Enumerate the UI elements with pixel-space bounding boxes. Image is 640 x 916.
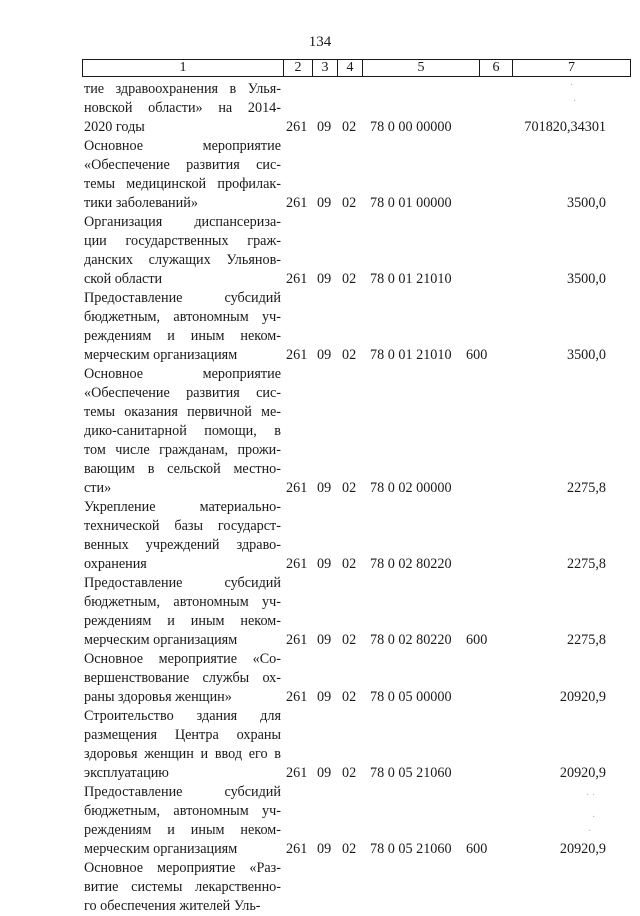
description-line: охранения: [84, 556, 147, 572]
target-article-cell: 78 0 00 00000: [370, 119, 452, 135]
budget-code-cell: 261: [286, 480, 308, 496]
budget-code-cell: 261: [286, 119, 308, 135]
description-line: том числе гражданам, прожи-: [84, 442, 281, 458]
description-line: размещения Центра охраны: [84, 727, 281, 743]
column-header-1: 1: [83, 60, 284, 77]
budget-code-cell: 261: [286, 765, 308, 781]
subsection-cell: 02: [342, 271, 357, 287]
table-row: [0, 574, 640, 650]
description-line: эксплуатацию: [84, 765, 169, 781]
subsection-cell: 02: [342, 689, 357, 705]
description-line: реждениям и иным неком-: [84, 328, 281, 344]
amount-cell: 2275,8: [566, 480, 606, 496]
section-cell: 09: [317, 765, 332, 781]
scan-speck: ·: [570, 80, 574, 91]
amount-cell: 3500,0: [566, 195, 606, 211]
section-cell: 09: [317, 841, 332, 857]
description-line: данских служащих Ульянов-: [84, 252, 281, 268]
budget-code-cell: 261: [286, 195, 308, 211]
expense-type-cell: 600: [466, 347, 488, 363]
section-cell: 09: [317, 119, 332, 135]
description-line: мерческим организациям: [84, 632, 238, 648]
amount-cell: 3500,0: [566, 347, 606, 363]
amount-cell: 20920,9: [559, 841, 606, 857]
section-cell: 09: [317, 632, 332, 648]
description-line: раны здоровья женщин»: [84, 689, 232, 705]
description-line: вершенствование службы ох-: [84, 670, 281, 686]
subsection-cell: 02: [342, 841, 357, 857]
row-description: [84, 80, 281, 137]
column-header-5: 5: [363, 60, 480, 77]
column-header-3: 3: [313, 60, 338, 77]
description-line: бюджетным, автономным уч-: [84, 309, 281, 325]
description-line: «Обеспечение развития сис-: [84, 385, 281, 401]
target-article-cell: 78 0 01 21010: [370, 347, 452, 363]
subsection-cell: 02: [342, 632, 357, 648]
description-line: Основное мероприятие «Со-: [84, 651, 281, 667]
table-row: [0, 498, 640, 574]
description-line: Предоставление субсидий: [84, 784, 281, 800]
description-line: Основное мероприятие: [84, 366, 281, 382]
description-line: Предоставление субсидий: [84, 290, 281, 306]
description-line: здоровья женщин и ввод его в: [84, 746, 281, 762]
description-line: «Обеспечение развития сис-: [84, 157, 281, 173]
subsection-cell: 02: [342, 765, 357, 781]
section-cell: 09: [317, 689, 332, 705]
subsection-cell: 02: [342, 347, 357, 363]
row-description: [84, 859, 281, 916]
amount-cell: 701820,34301: [524, 119, 606, 135]
description-line: венных учреждений здраво-: [84, 537, 281, 553]
description-line: реждениям и иным неком-: [84, 613, 281, 629]
target-article-cell: 78 0 02 80220: [370, 632, 452, 648]
description-line: ции государственных граж-: [84, 233, 281, 249]
section-cell: 09: [317, 556, 332, 572]
description-line: бюджетным, автономным уч-: [84, 594, 281, 610]
row-description: [84, 498, 281, 574]
budget-code-cell: 261: [286, 347, 308, 363]
table-row: [0, 365, 640, 498]
table-row: [0, 137, 640, 213]
target-article-cell: 78 0 05 21060: [370, 765, 452, 781]
description-line: Основное мероприятие «Раз-: [84, 860, 281, 876]
subsection-cell: 02: [342, 195, 357, 211]
table-row: [0, 213, 640, 289]
budget-code-cell: 261: [286, 689, 308, 705]
target-article-cell: 78 0 05 00000: [370, 689, 452, 705]
column-header-2: 2: [284, 60, 313, 77]
description-line: темы медицинской профилак-: [84, 176, 281, 192]
description-line: 2020 годы: [84, 119, 145, 135]
description-line: Укрепление материально-: [84, 499, 281, 515]
row-description: [84, 213, 281, 289]
description-line: бюджетным, автономным уч-: [84, 803, 281, 819]
description-line: технической базы государст-: [84, 518, 281, 534]
column-header-7: 7: [513, 60, 631, 77]
table-row: [0, 783, 640, 859]
section-cell: 09: [317, 271, 332, 287]
expense-type-cell: 600: [466, 632, 488, 648]
target-article-cell: 78 0 01 21010: [370, 271, 452, 287]
target-article-cell: 78 0 01 00000: [370, 195, 452, 211]
amount-cell: 2275,8: [566, 632, 606, 648]
description-line: реждениям и иным неком-: [84, 822, 281, 838]
expense-type-cell: 600: [466, 841, 488, 857]
column-header-row: [82, 59, 631, 77]
row-description: [84, 707, 281, 783]
scan-speck: · ·: [586, 790, 596, 801]
scan-speck: ·: [588, 826, 592, 837]
scan-speck: ·: [592, 812, 596, 823]
target-article-cell: 78 0 02 80220: [370, 556, 452, 572]
row-description: [84, 650, 281, 707]
description-line: ской области: [84, 271, 163, 287]
subsection-cell: 02: [342, 480, 357, 496]
amount-cell: 2275,8: [566, 556, 606, 572]
section-cell: 09: [317, 480, 332, 496]
description-line: го обеспечения жителей Уль-: [84, 898, 261, 914]
description-line: мерческим организациям: [84, 841, 238, 857]
subsection-cell: 02: [342, 556, 357, 572]
description-line: тие здравоохранения в Улья-: [84, 81, 281, 97]
column-header-6: 6: [480, 60, 513, 77]
budget-code-cell: 261: [286, 271, 308, 287]
description-line: Организация диспансеризa-: [84, 214, 281, 230]
table-row: [0, 707, 640, 783]
column-header-4: 4: [338, 60, 363, 77]
row-description: [84, 574, 281, 650]
subsection-cell: 02: [342, 119, 357, 135]
description-line: мерческим организациям: [84, 347, 238, 363]
row-description: [84, 783, 281, 859]
budget-code-cell: 261: [286, 632, 308, 648]
table-row: [0, 80, 640, 137]
target-article-cell: 78 0 05 21060: [370, 841, 452, 857]
description-line: дико-санитарной помощи, в: [84, 423, 281, 439]
target-article-cell: 78 0 02 00000: [370, 480, 452, 496]
row-description: [84, 137, 281, 213]
section-cell: 09: [317, 195, 332, 211]
page-number: 134: [308, 34, 332, 50]
table-row: [0, 289, 640, 365]
description-line: Строительство здания для: [84, 708, 281, 724]
description-line: Основное мероприятие: [84, 138, 281, 154]
amount-cell: 20920,9: [559, 689, 606, 705]
table-row: [0, 859, 640, 916]
budget-code-cell: 261: [286, 841, 308, 857]
description-line: витие системы лекарственно-: [84, 879, 281, 895]
description-line: новской области» на 2014-: [84, 100, 281, 116]
scan-speck: ·: [573, 96, 577, 107]
table-body: [0, 80, 640, 916]
table-row: [0, 650, 640, 707]
description-line: вающим в сельской местно-: [84, 461, 281, 477]
description-line: Предоставление субсидий: [84, 575, 281, 591]
description-line: тики заболеваний»: [84, 195, 198, 211]
description-line: сти»: [84, 480, 112, 496]
row-description: [84, 365, 281, 498]
section-cell: 09: [317, 347, 332, 363]
row-description: [84, 289, 281, 365]
description-line: темы оказания первичной ме-: [84, 404, 281, 420]
amount-cell: 3500,0: [566, 271, 606, 287]
amount-cell: 20920,9: [559, 765, 606, 781]
budget-code-cell: 261: [286, 556, 308, 572]
